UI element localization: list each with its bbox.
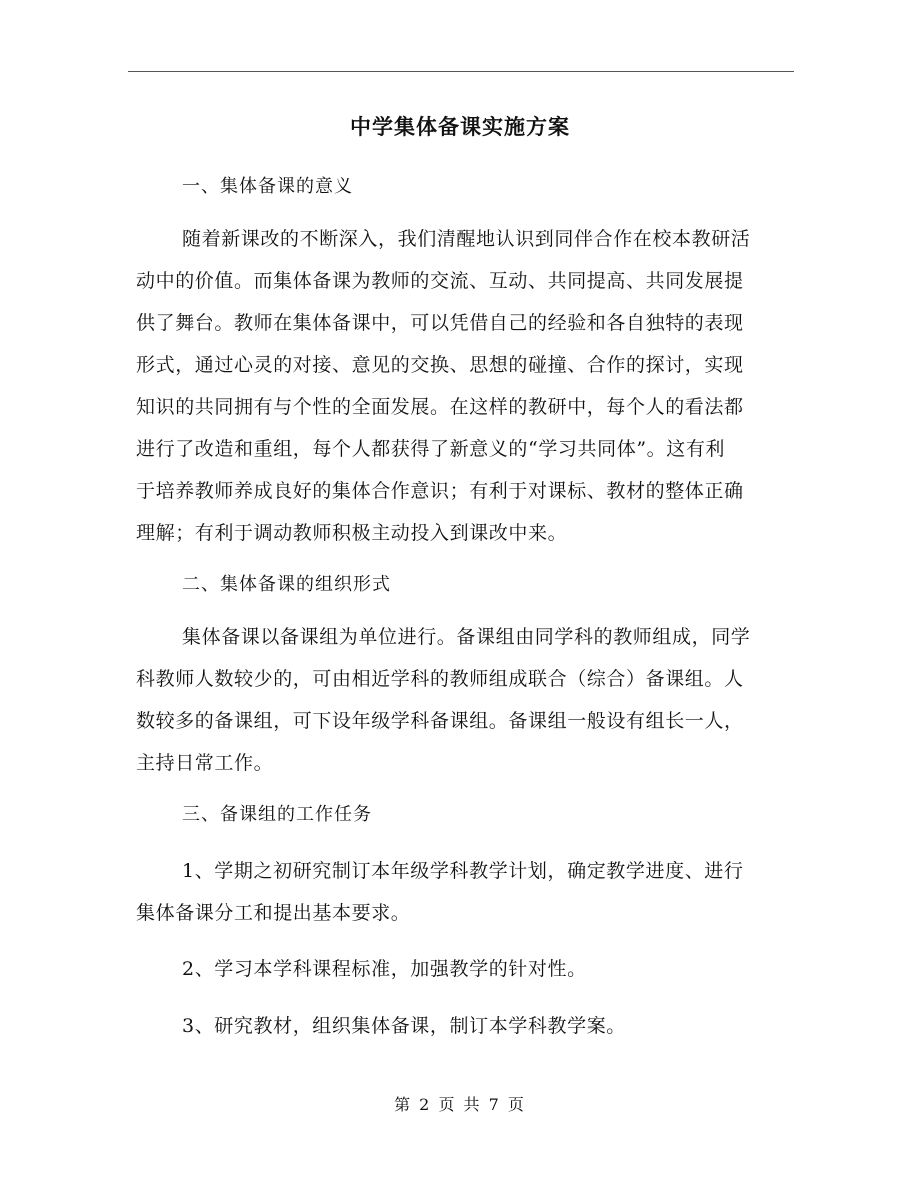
- task-item-2: 2、学习本学科课程标准，加强教学的针对性。: [182, 958, 587, 980]
- section-1-line: 于培养教师养成良好的集体合作意识；有利于对课标、教材的整体正确: [136, 480, 744, 502]
- section-2-heading: 二、集体备课的组织形式: [182, 574, 391, 595]
- task-item-1-line: 1、学期之初研究制订本年级学科教学计划，确定教学进度、进行: [182, 860, 744, 882]
- header-rule: [128, 71, 794, 72]
- section-1-line: 形式，通过心灵的对接、意见的交换、思想的碰撞、合作的探讨，实现: [136, 354, 744, 376]
- task-item-3: 3、研究教材，组织集体备课，制订本学科教学案。: [182, 1015, 626, 1037]
- section-1-line: 动中的价值。而集体备课为教师的交流、互动、共同提高、共同发展提: [136, 270, 744, 292]
- section-3-heading: 三、备课组的工作任务: [182, 804, 372, 825]
- section-1-heading: 一、集体备课的意义: [182, 176, 353, 197]
- section-1-line: 知识的共同拥有与个性的全面发展。在这样的教研中，每个人的看法都: [136, 396, 744, 418]
- section-2-line: 集体备课以备课组为单位进行。备课组由同学科的教师组成，同学: [182, 626, 751, 648]
- section-1-line: 进行了改造和重组，每个人都获得了新意义的“学习共同体”。这有利: [136, 438, 726, 460]
- section-1-line: 理解；有利于调动教师积极主动投入到课改中来。: [136, 522, 568, 544]
- section-2-line: 科教师人数较少的，可由相近学科的教师组成联合（综合）备课组。人: [136, 668, 744, 690]
- document-title: 中学集体备课实施方案: [350, 114, 570, 139]
- section-1-line: 供了舞台。教师在集体备课中，可以凭借自己的经验和各自独特的表现: [136, 312, 744, 334]
- section-2-line: 主持日常工作。: [136, 752, 274, 774]
- page-number: 第 2 页 共 7 页: [394, 1095, 526, 1114]
- section-1-line: 随着新课改的不断深入，我们清醒地认识到同伴合作在校本教研活: [182, 228, 751, 250]
- task-item-1-line: 集体备课分工和提出基本要求。: [136, 902, 411, 924]
- section-2-line: 数较多的备课组，可下设年级学科备课组。备课组一般设有组长一人，: [136, 710, 744, 732]
